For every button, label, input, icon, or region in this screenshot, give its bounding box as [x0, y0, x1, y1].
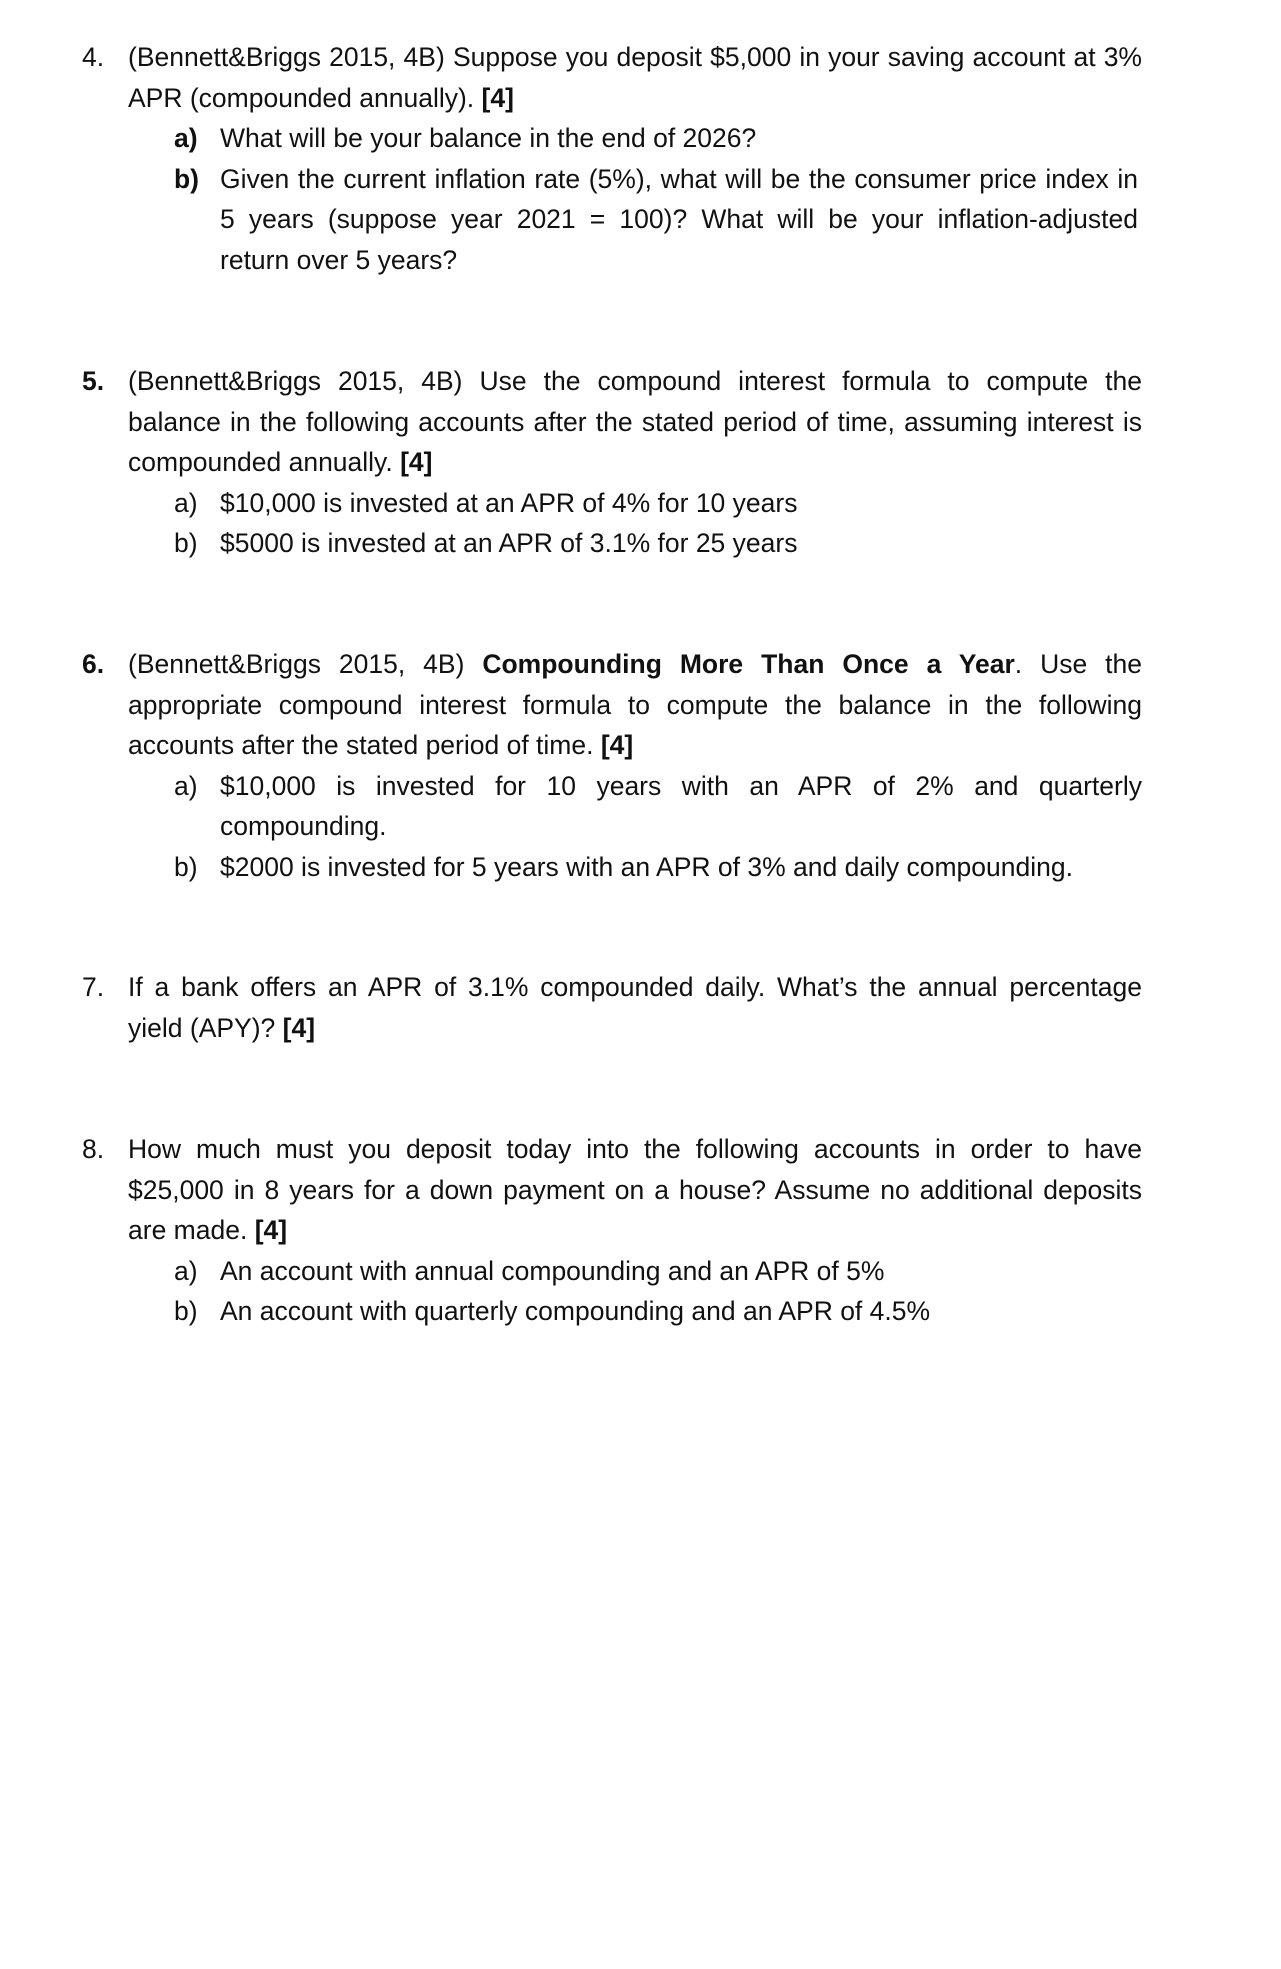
subquestion-a — [174, 1251, 1142, 1292]
subquestion-text: $10,000 is invested for 10 years with an APR of 2% and quarterly compounding. — [220, 770, 1142, 841]
question-5 — [82, 361, 1142, 564]
subquestion-label: a) — [174, 770, 198, 801]
points-badge: [4] — [600, 730, 634, 760]
subquestion-label: b) — [174, 163, 200, 194]
subquestion-label: b) — [174, 851, 198, 882]
points-badge: [4] — [400, 447, 433, 477]
subquestion-label: b) — [174, 1296, 198, 1326]
question-4 — [82, 37, 1142, 280]
question-text: If a bank offers an APR of 3.1% compounded daily. What’s the annual percentage yield (APY)? [4] — [128, 972, 1142, 1043]
subquestion-text: Given the current inflation rate (5%), what will be the consumer price index in 5 years (suppose year 2021 = 100)? What will be your inflation-adjusted return over 5 years? — [220, 163, 1138, 275]
subquestion-text: What will be your balance in the end of 2026? — [220, 123, 757, 153]
question-text: How much must you deposit today into the following accounts in order to have $25,000 in 8 years for a down payment on a house? Assume no additional deposits are made. [4] — [128, 1134, 1142, 1245]
subquestion-text: $2000 is invested for 5 years with an APR of 3% and daily compounding. — [220, 851, 1073, 882]
subquestion-list — [174, 483, 1142, 564]
question-7 — [82, 967, 1142, 1048]
subquestion-label: a) — [174, 487, 198, 518]
question-6 — [82, 644, 1142, 887]
subquestion-a — [174, 118, 1142, 159]
points-badge: [4] — [282, 1012, 316, 1043]
question-number: 6. — [82, 649, 105, 679]
subquestion-b — [174, 523, 1142, 564]
subquestion-list — [174, 1251, 1142, 1332]
question-text: (Bennett&Briggs 2015, 4B) Use the compound interest formula to compute the balance in the following accounts after the stated period of time, assuming interest is compounded annually. [4] — [128, 366, 1142, 477]
subquestion-b — [174, 847, 1142, 888]
question-highlight: Compounding More Than Once a Year — [482, 649, 1015, 679]
question-text: (Bennett&Briggs 2015, 4B) Compounding More Than Once a Year. Use the appropriate compound interest formula to compute the balance in the following accounts after the stated period of time. [4] — [128, 649, 1142, 760]
subquestion-text: $10,000 is invested at an APR of 4% for 10 years — [220, 487, 798, 518]
subquestion-label: a) — [174, 1255, 198, 1286]
question-source: (Bennett&Briggs 2015, 4B) — [128, 649, 465, 679]
subquestion-text: An account with quarterly compounding and an APR of 4.5% — [220, 1296, 931, 1326]
question-text: (Bennett&Briggs 2015, 4B) Suppose you deposit $5,000 in your saving account at 3% APR (compounded annually). [4] — [128, 42, 1142, 113]
question-8 — [82, 1129, 1142, 1332]
question-source: (Bennett&Briggs 2015, 4B) — [128, 42, 445, 72]
subquestion-label: b) — [174, 528, 198, 558]
subquestion-list — [174, 766, 1142, 888]
question-number: 4. — [82, 42, 105, 72]
subquestion-b — [174, 1291, 1142, 1332]
subquestion-b — [174, 159, 1142, 281]
question-number: 7. — [82, 972, 105, 1002]
question-number: 5. — [82, 366, 105, 396]
subquestion-a — [174, 483, 1142, 524]
points-badge: [4] — [481, 82, 514, 113]
subquestion-label: a) — [174, 123, 198, 153]
subquestion-text: An account with annual compounding and an APR of 5% — [220, 1255, 885, 1286]
question-source: (Bennett&Briggs 2015, 4B) — [128, 366, 463, 396]
question-number: 8. — [82, 1134, 105, 1164]
subquestion-text: $5000 is invested at an APR of 3.1% for 25 years — [220, 528, 798, 558]
subquestion-list — [174, 118, 1142, 280]
subquestion-a — [174, 766, 1142, 847]
points-badge: [4] — [254, 1215, 288, 1245]
